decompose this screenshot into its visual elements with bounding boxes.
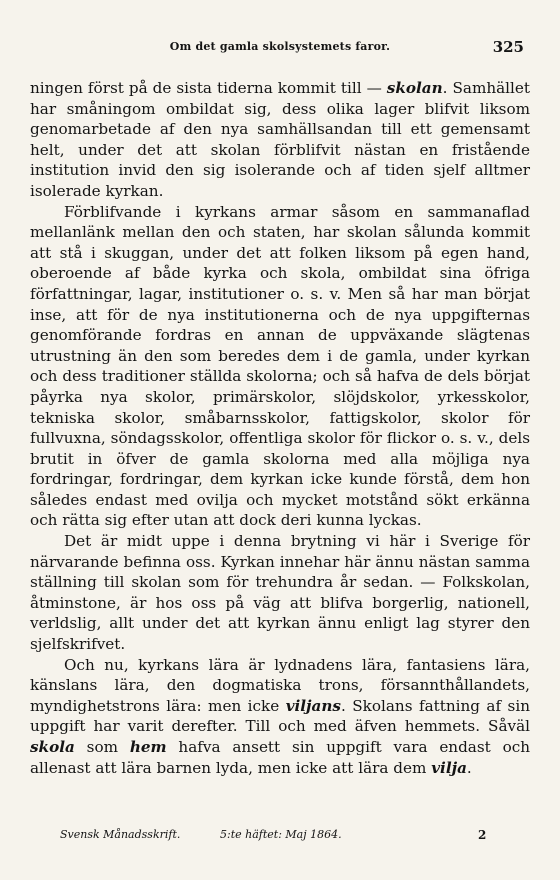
text-run: ningen först på de sista tiderna kommit till — xyxy=(30,79,387,97)
footer-journal-title: Svensk Månadsskrift. xyxy=(60,828,181,841)
page-footer xyxy=(30,828,530,846)
text-run: . xyxy=(466,758,472,777)
paragraph xyxy=(30,78,530,202)
running-title: Om det gamla skolsystemets faror. xyxy=(169,40,391,53)
text-run: Det är midt uppe i denna brytning vi här i Sverige för närvarande befinna oss. Kyrkan innehar här ännu nästan samma ställning till skolan som för trehundra år sedan. — Folkskolan, åtminstone, är hos oss på väg att blifva borgerlig, nationell, verldslig, allt under det att kyrkan ännu enligt lag styrer den sjelfskrifvet. xyxy=(30,532,530,654)
emphasized-word: hem xyxy=(129,738,167,756)
paragraph xyxy=(30,531,530,655)
emphasized-word: viljans xyxy=(285,696,341,715)
emphasized-word: vilja xyxy=(431,758,467,777)
text-run: Förblifvande i kyrkans armar såsom en sammanaflad mellanlänk mellan den och staten, har skolan sålunda kommit att stå i skuggan, under det att folken liksom på egen hand, oberoende af både kyrka och skola, ombildat sina öfriga författningar, lagar, institutioner o. s. v. Men så har man börjat inse, att för de nya institutionerna och de nya uppgifternas genomförande fordras en annan de uppväxande slägtenas utrustning än den som beredes dem i de gamla, under kyrkan och dess traditioner ställda skolorna; och så hafva de dels börjat påyrka nya skolor, primärskolor, slöjdskolor, yrkesskolor, tekniska skolor, småbarnsskolor, fattigskolor, skolor för fullvuxna, söndagsskolor, offentliga skolor för flickor o. s. v., dels brutit in öfver de gamla skolorna med alla möjliga nya fordringar, fordringar, dem kyrkan icke kunde förstå, dem hon således endast med ovilja och mycket motstånd sökt erkänna och rätta sig efter utan att dock deri kunna lyckas. xyxy=(30,202,530,530)
text-run: som xyxy=(74,738,130,756)
body-text xyxy=(30,78,530,778)
emphasized-word: skolan xyxy=(386,79,443,97)
text-run: . Samhället har småningom ombildat sig, dess olika lager blifvit liksom genomarbetade af den nya samhällsandan till ett gemensamt helt, under det att skolan förblifvit nästan en fristående institution invid den sig isolerande och af tiden sjelf alltmer isolerade kyrkan. xyxy=(30,79,530,200)
paragraph xyxy=(30,202,530,532)
page-number: 325 xyxy=(492,38,524,56)
text-run: Och nu, kyrkans lära är lydnadens lära, fantasiens lära, känslans lära, den dogmatiska trons, försannthållandets, myndighetstrons lära: men icke xyxy=(30,655,530,715)
footer-issue: 5:te häftet: Maj 1864. xyxy=(220,828,342,841)
page-header xyxy=(30,40,530,60)
text-run: . Skolans fattning af sin uppgift har varit derefter. Till och med äfven hemmets. Såväl xyxy=(30,696,530,736)
text-run: hafva ansett sin uppgift vara endast och allenast att lära barnen lyda, men icke att lära dem xyxy=(30,738,531,777)
footer-signature-mark: 2 xyxy=(478,828,487,842)
paragraph xyxy=(30,655,530,779)
emphasized-word: skola xyxy=(30,738,75,756)
